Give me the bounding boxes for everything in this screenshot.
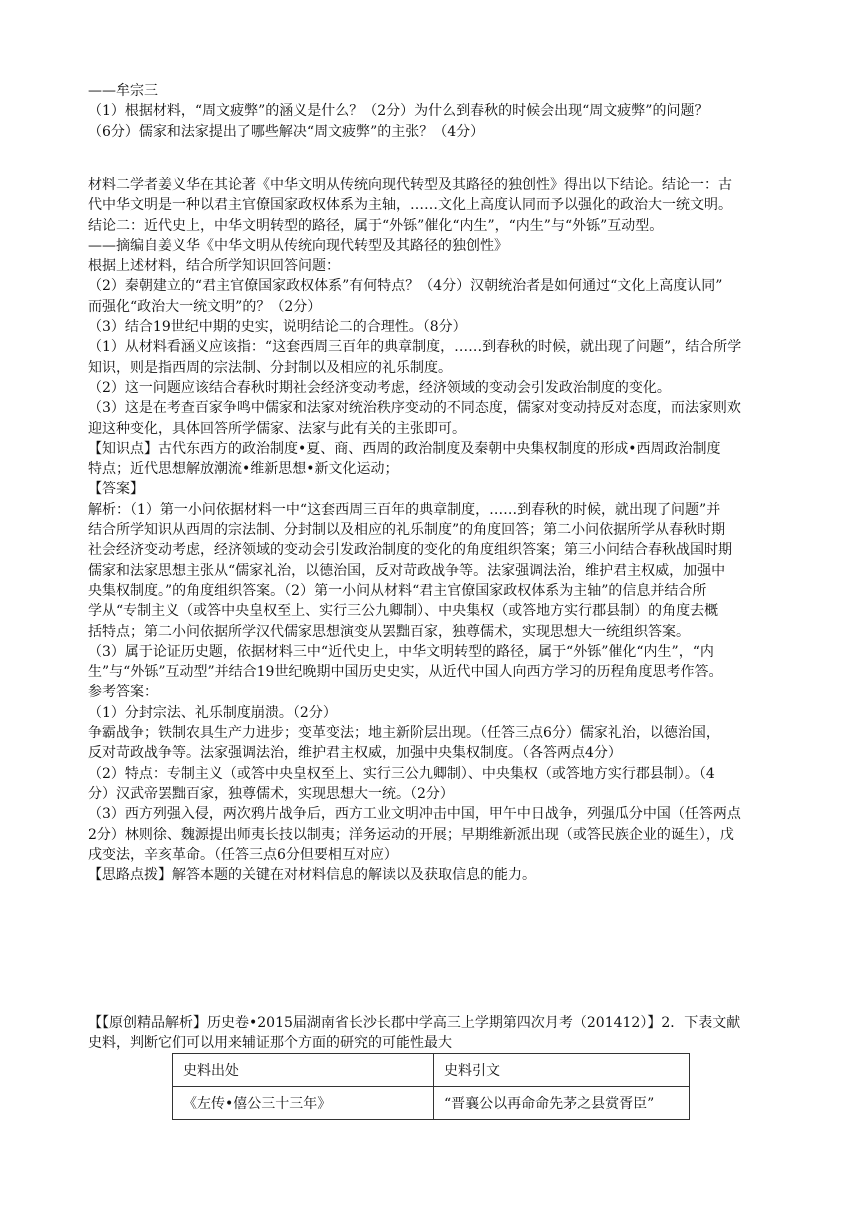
- text-line: 特点；近代思想解放潮流•维新思想•新文化运动；: [88, 461, 399, 478]
- knowledge-point-line: 【知识点】古代东西方的政治制度•夏、商、西周的政治制度及秦朝中央集权制度的形成•西周政治制度: [88, 440, 721, 457]
- table-header-row: [173, 1054, 690, 1087]
- text-line: 史料，判断它们可以用来辅证那个方面的研究的可能性最大: [88, 1035, 452, 1052]
- text-line: （1）分封宗法、礼乐制度崩溃。（2分）: [88, 704, 337, 721]
- table-header-cell: 史料引文: [434, 1054, 690, 1087]
- text-line: 根据上述材料，结合所学知识回答问题：: [88, 258, 340, 275]
- approach-hint-line: 【思路点拨】解答本题的关键在对材料信息的解读以及获取信息的能力。: [88, 867, 536, 884]
- text-line: 生”与“外铄”互动型”并结合19世纪晚期中国历史史实，从近代中国人向西方学习的历程角度思考作答。: [88, 664, 723, 681]
- reference-answer-heading: 参考答案：: [88, 684, 158, 701]
- text-line: （3）西方列强入侵，两次鸦片战争后，西方工业文明冲击中国，甲午中日战争，列强瓜分中国（任答两点: [88, 806, 741, 823]
- text-line: 争霸战争；铁制农具生产力进步；变革变法；地主新阶层出现。（任答三点6分）儒家礼治，以德治国，: [88, 725, 720, 742]
- text-line: 央集权制度。”的角度组织答案。（2）第一小问从材料“君主官僚国家政权体系为主轴”的信息并结合所: [88, 582, 707, 599]
- question2-block: [88, 1013, 788, 1054]
- text-line: 括特点；第二小问依据所学汉代儒家思想演变从罢黜百家，独尊儒术，实现思想大一统组织答案。: [88, 623, 690, 640]
- text-line: 反对苛政战争等。法家强调法治，维护君主权威，加强中央集权制度。（各答两点4分）: [88, 745, 622, 762]
- text-line: （2）这一问题应该结合春秋时期社会经济变动考虑，经济领域的变动会引发政治制度的变化。: [88, 379, 671, 396]
- text-line: 2分）林则徐、魏源提出师夷长技以制夷；洋务运动的开展；早期维新派出现（或答民族企业的诞生），戊: [88, 826, 734, 843]
- text-line: （2）秦朝建立的“君主官僚国家政权体系”有何特点？（4分）汉朝统治者是如何通过“文化上高度认同”: [88, 278, 723, 295]
- table-header-cell: 史料出处: [173, 1054, 434, 1087]
- text-line: 解析：（1）第一小问依据材料一中“这套西周三百年的典章制度，……到春秋的时候，就出现了问题”并: [88, 501, 721, 518]
- text-line: 结论二：近代史上，中华文明转型的路径，属于“外铄”催化“内生”，“内生”与“外铄”互动型。: [88, 217, 664, 234]
- material1-block: [88, 81, 788, 142]
- text-line: 结合所学知识从西周的宗法制、分封制以及相应的礼乐制度”的角度回答；第二小问依据所学从春秋时期: [88, 522, 726, 539]
- attribution-line: ——牟宗三: [88, 83, 158, 99]
- text-line: 戌变法，辛亥革命。（任答三点6分但要相互对应）: [88, 846, 398, 863]
- text-line: （1）从材料看涵义应该指：“这套西周三百年的典章制度，……到春秋的时候，就出现了问题”，结合所学: [88, 339, 742, 356]
- text-line: （1）根据材料，“周文疲弊”的涵义是什么？（2分）为什么到春秋的时候会出现“周文疲弊”的问题？: [88, 103, 709, 120]
- material2-block: [88, 175, 788, 885]
- text-line: （3）结合19世纪中期的史实，说明结论二的合理性。（8分）: [88, 319, 467, 336]
- text-line: （3）这是在考查百家争鸣中儒家和法家对统治秩序变动的不同态度，儒家对变动持反对态度，而法家则欢: [88, 400, 741, 417]
- text-line: 材料二学者姜义华在其论著《中华文明从传统向现代转型及其路径的独创性》得出以下结论。结论一：古: [88, 177, 732, 193]
- text-line: 社会经济变动考虑，经济领域的变动会引发政治制度的变化的角度组织答案；第三小问结合春秋战国时期: [88, 542, 732, 559]
- source-table: [172, 1053, 690, 1120]
- text-line: 知识，则是指西周的宗法制、分封制以及相应的礼乐制度。: [88, 359, 452, 376]
- text-line: （3）属于论证历史题，依据材料三中“近代史上，中华文明转型的路径，属于“外铄”催化“内生”，“内: [88, 643, 714, 660]
- table-cell: “晋襄公以再命命先茅之县赏胥臣”: [434, 1087, 690, 1120]
- text-line: 儒家和法家思想主张从“儒家礼治，以德治国，反对苛政战争等。法家强调法治，维护君主权威，加强中: [88, 562, 726, 579]
- table-row: [173, 1087, 690, 1120]
- question-header-line: 【【原创精品解析】历史卷•2015届湖南省长沙长郡中学高三上学期第四次月考（201412）】2．下表文献: [88, 1015, 741, 1031]
- text-line: 学从“专制主义（或答中央皇权至上、实行三公九卿制）、中央集权（或答地方实行郡县制）的角度去概: [88, 603, 719, 620]
- text-line: （6分）儒家和法家提出了哪些解决“周文疲弊”的主张？（4分）: [88, 123, 485, 140]
- text-line: 分）汉武帝罢黜百家，独尊儒术，实现思想大一统。（2分）: [88, 785, 454, 802]
- text-line: 而强化“政治大一统文明”的？（2分）: [88, 298, 322, 315]
- table-cell: 《左传•僖公三十三年》: [173, 1087, 434, 1120]
- text-line: （2）特点：专制主义（或答中央皇权至上、实行三公九卿制）、中央集权（或答地方实行郡县制）。（4: [88, 765, 715, 782]
- text-line: 迎这种变化，具体回答所学儒家、法家与此有关的主张即可。: [88, 420, 466, 437]
- attribution-line: ——摘编自姜义华《中华文明从传统向现代转型及其路径的独创性》: [88, 237, 508, 254]
- answer-heading: 【答案】: [88, 481, 144, 498]
- text-line: 代中华文明是一种以君主官僚国家政权体系为主轴，……文化上高度认同而予以强化的政治大一统文明。: [88, 197, 732, 214]
